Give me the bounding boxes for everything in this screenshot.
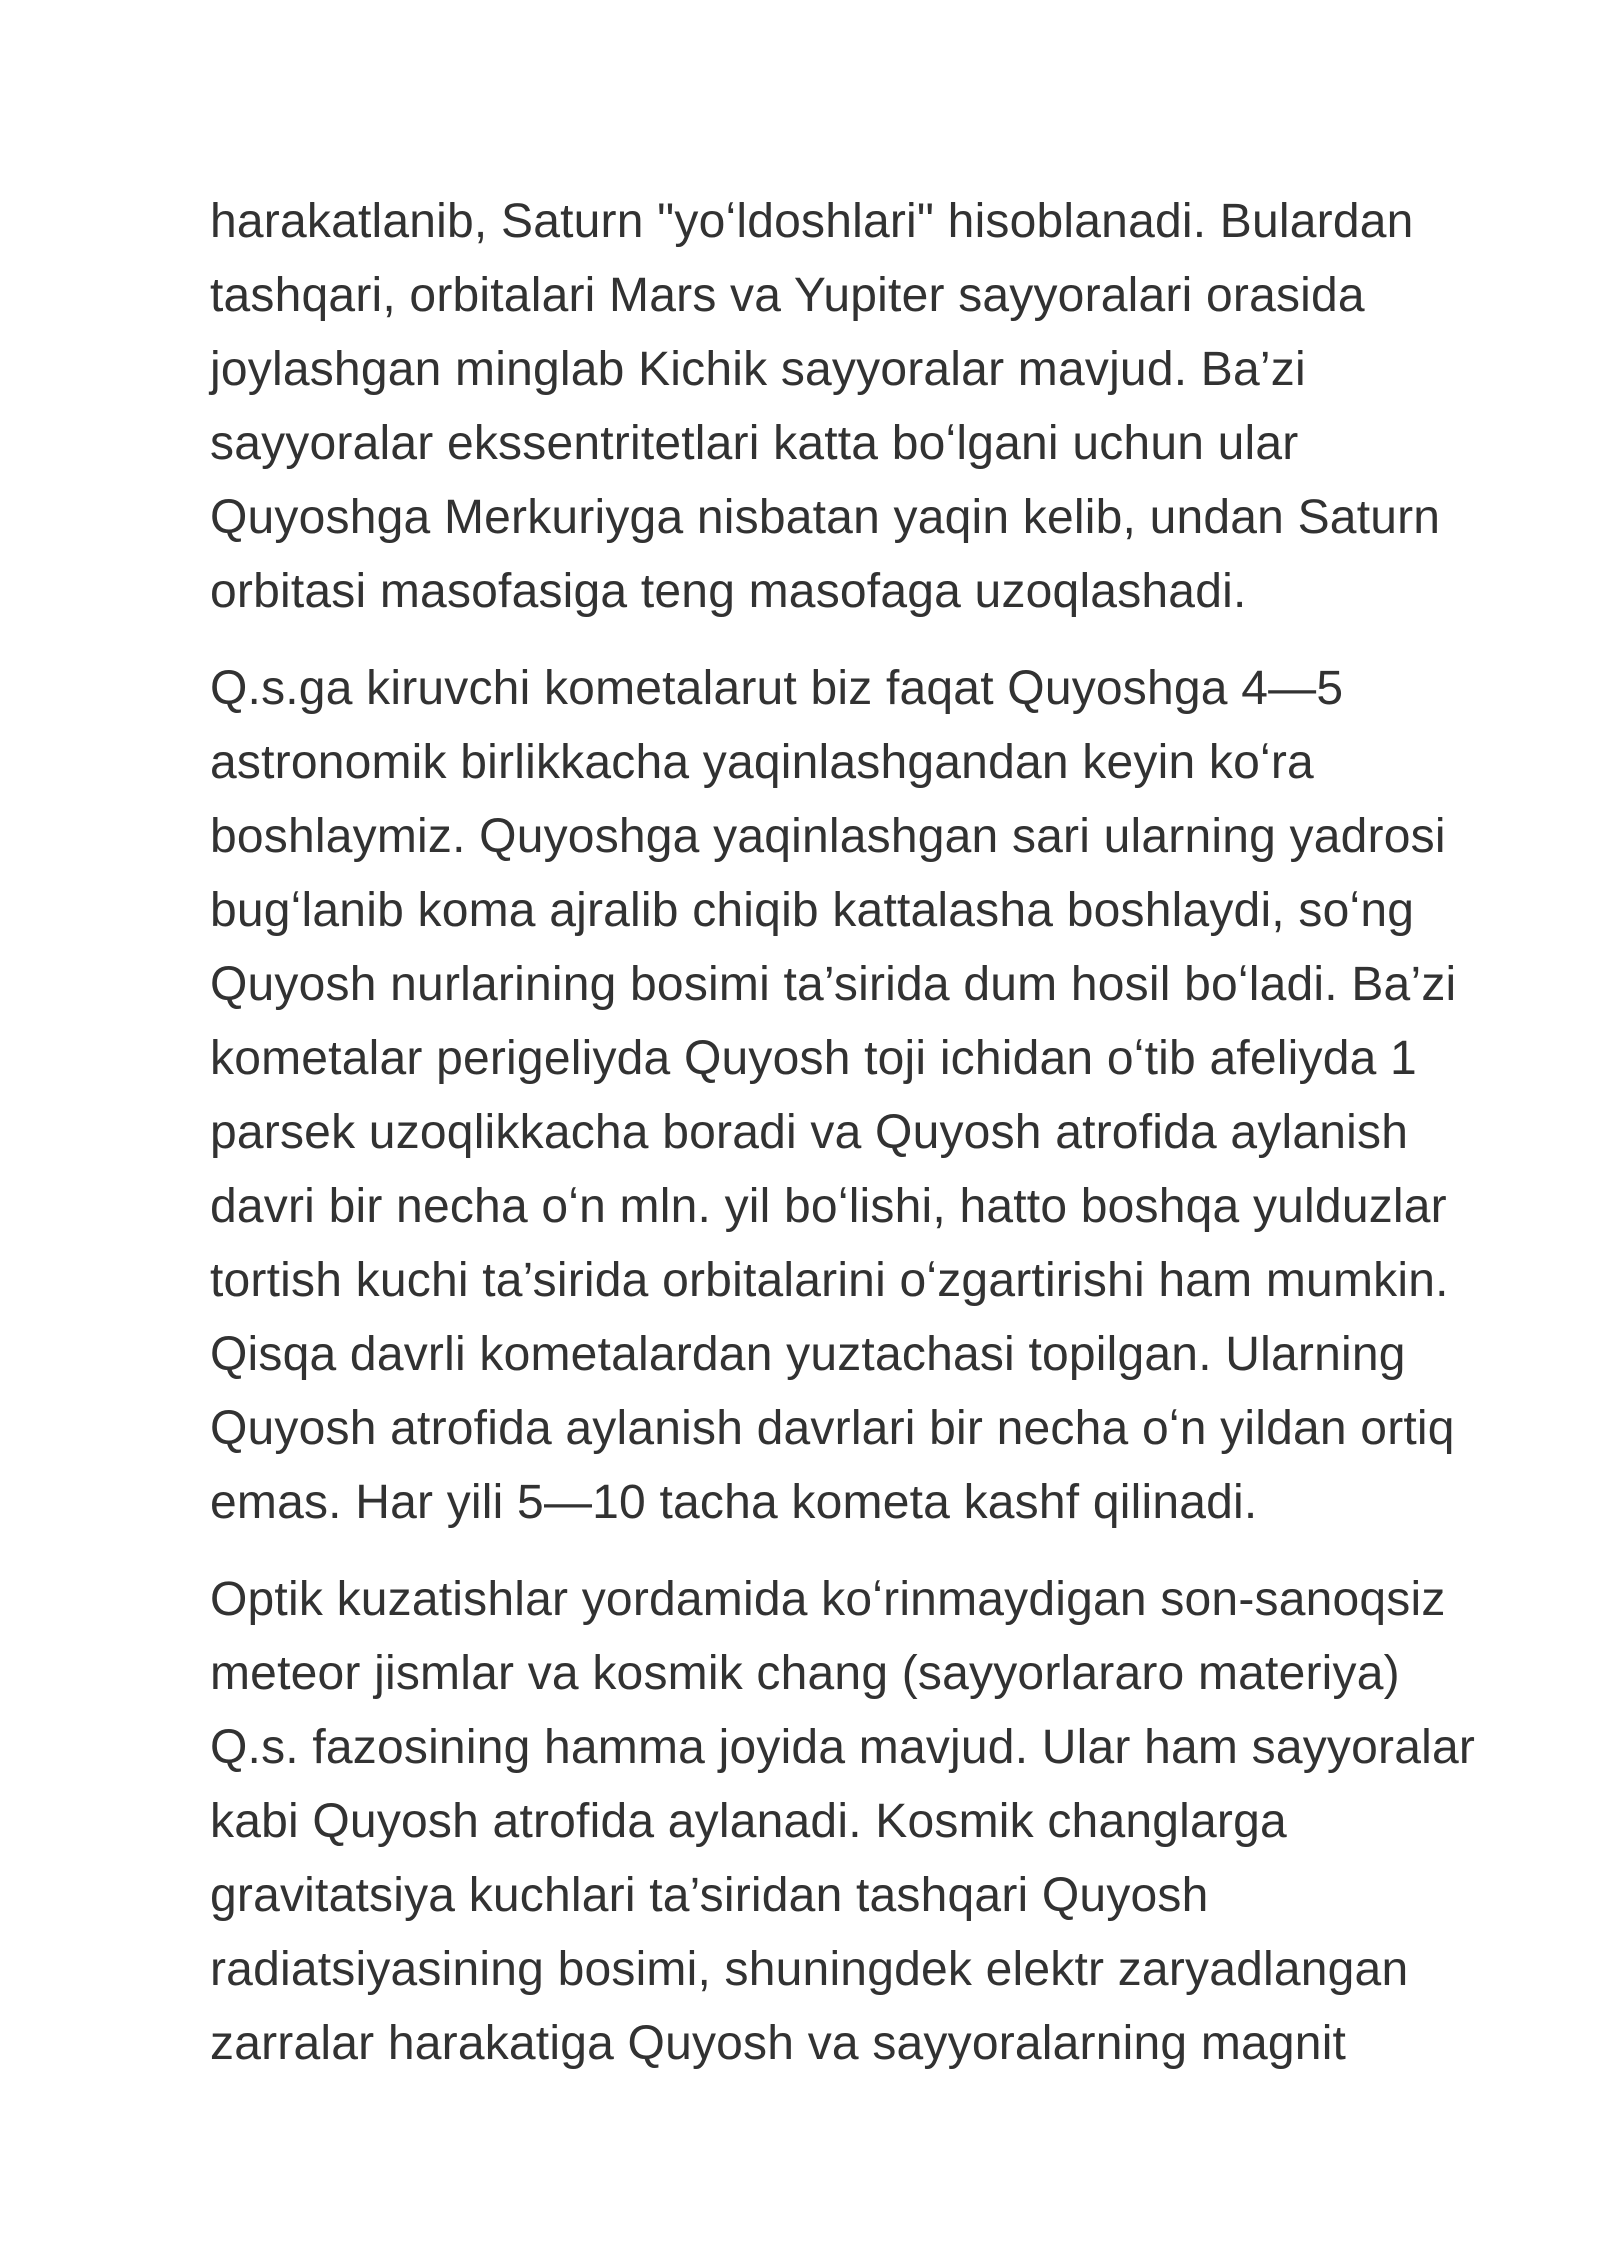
text-line: orbitasi masofasiga teng masofaga uzoqlashadi.	[210, 565, 1247, 618]
text-line: tashqari, orbitalari Mars va Yupiter sayyoralari orasida	[210, 269, 1365, 322]
text-line: Optik kuzatishlar yordamida koʻrinmaydigan son-sanoqsiz	[210, 1573, 1446, 1626]
text-line: sayyoralar ekssentritetlari katta boʻlgani uchun ular	[210, 417, 1299, 470]
text-line: zarralar harakatiga Quyosh va sayyoralarning magnit	[210, 2017, 1347, 2070]
text-line: bugʻlanib koma ajralib chiqib kattalasha boshlaydi, soʻng	[210, 884, 1415, 937]
text-line: meteor jismlar va kosmik chang (sayyorlararo materiya)	[210, 1647, 1400, 1700]
paragraph-1	[210, 185, 1460, 629]
text-line: Q.s. fazosining hamma joyida mavjud. Ular ham sayyoralar	[210, 1721, 1476, 1774]
text-line: parsek uzoqlikkacha boradi va Quyosh atrofida aylanish	[210, 1106, 1409, 1159]
paragraph-3	[210, 1563, 1476, 2081]
text-line: joylashgan minglab Kichik sayyoralar mavjud. Ba’zi	[210, 343, 1306, 396]
text-line: radiatsiyasining bosimi, shuningdek elektr zaryadlangan	[210, 1943, 1409, 1996]
text-line: boshlaymiz. Quyoshga yaqinlashgan sari ularning yadrosi	[210, 810, 1446, 863]
text-line: gravitatsiya kuchlari ta’siridan tashqari Quyosh	[210, 1869, 1209, 1922]
text-line: emas. Har yili 5—10 tacha kometa kashf qilinadi.	[210, 1476, 1258, 1529]
text-line: Quyosh atrofida aylanish davrlari bir necha oʻn yildan ortiq	[210, 1402, 1455, 1455]
text-line: Quyosh nurlarining bosimi ta’sirida dum hosil boʻladi. Ba’zi	[210, 958, 1457, 1011]
text-line: harakatlanib, Saturn "yoʻldoshlari" hisoblanadi. Bulardan	[210, 195, 1414, 248]
text-line: kometalar perigeliyda Quyosh toji ichidan oʻtib afeliyda 1	[210, 1032, 1417, 1085]
text-line: Quyoshga Merkuriyga nisbatan yaqin kelib, undan Saturn	[210, 491, 1441, 544]
paragraph-2	[210, 652, 1460, 1540]
text-line: davri bir necha oʻn mln. yil boʻlishi, hatto boshqa yulduzlar	[210, 1180, 1447, 1233]
text-line: kabi Quyosh atrofida aylanadi. Kosmik changlarga	[210, 1795, 1287, 1848]
text-line: astronomik birlikkacha yaqinlashgandan keyin koʻra	[210, 736, 1314, 789]
text-line: Qisqa davrli kometalardan yuztachasi topilgan. Ularning	[210, 1328, 1406, 1381]
text-line: Q.s.ga kiruvchi kometalarut biz faqat Quyoshga 4—5	[210, 662, 1344, 715]
text-line: tortish kuchi ta’sirida orbitalarini oʻzgartirishi ham mumkin.	[210, 1254, 1449, 1307]
